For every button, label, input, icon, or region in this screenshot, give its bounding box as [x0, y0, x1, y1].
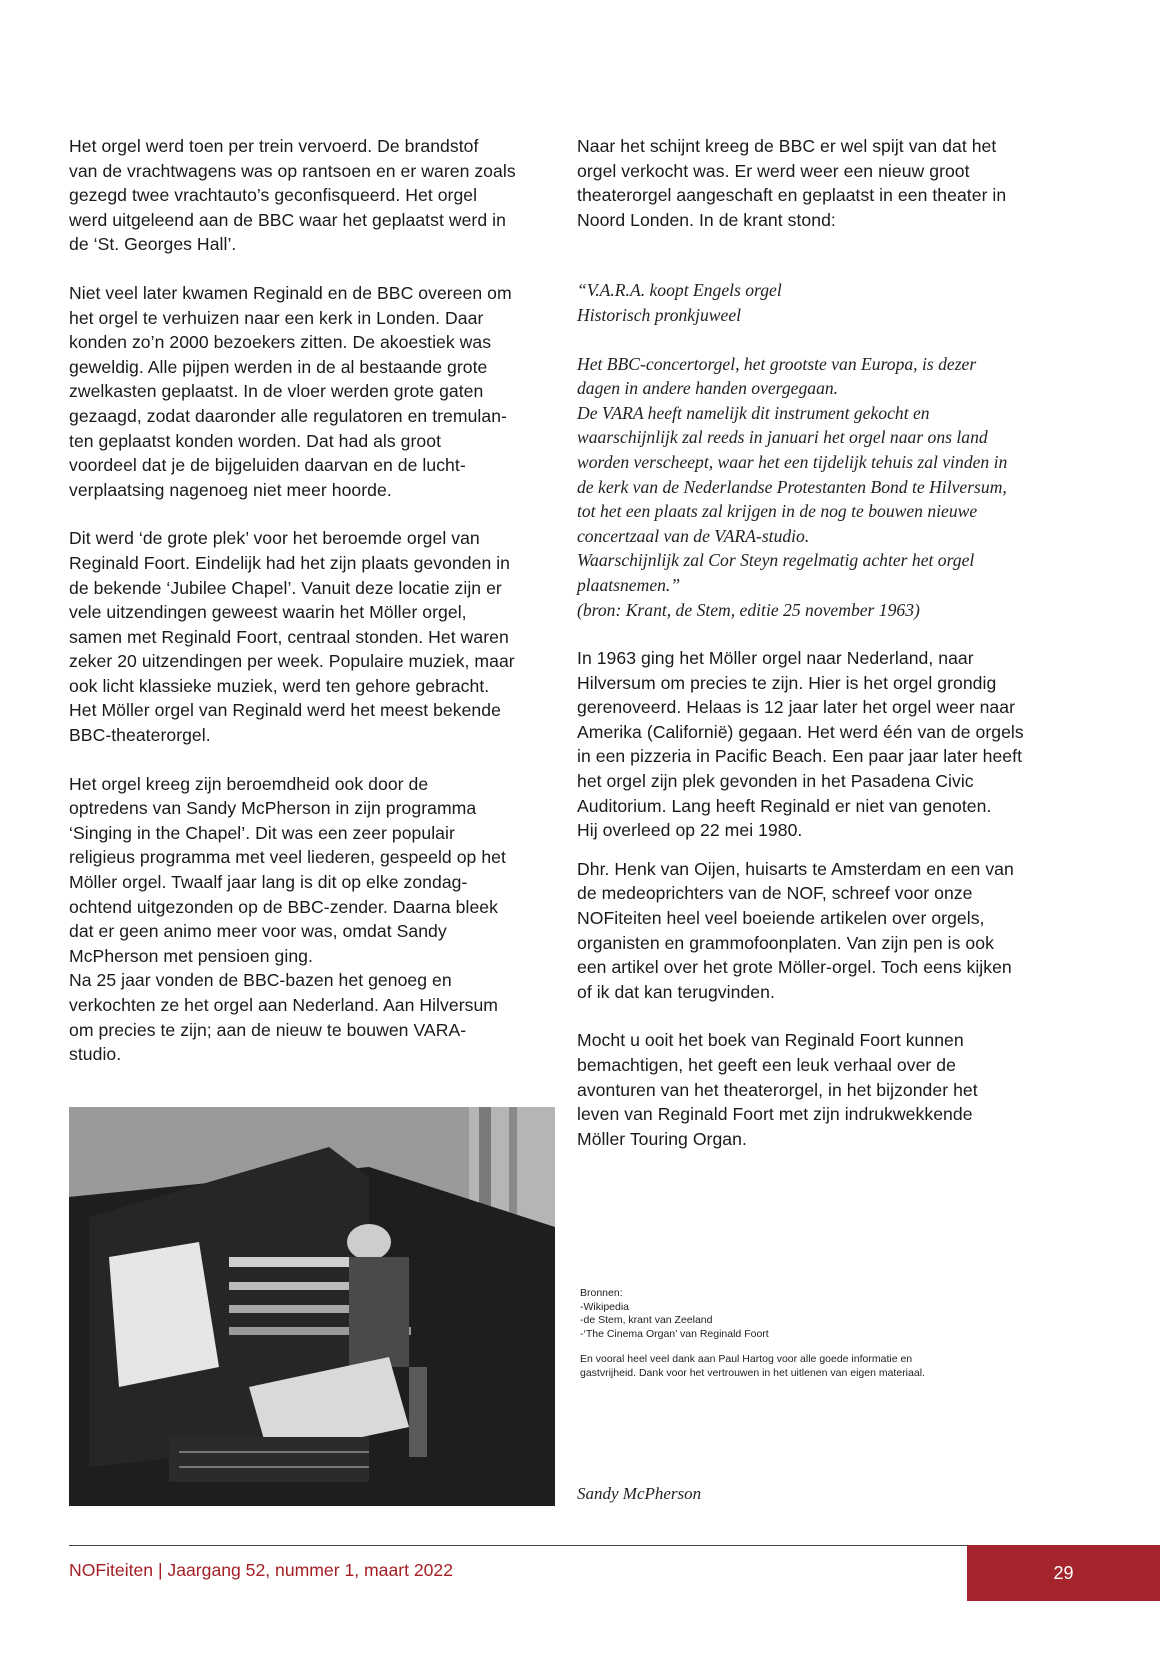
paragraph: Het orgel kreeg zijn beroemdheid ook door de optredens van Sandy McPherson in zijn programma ‘Singing in the Chapel’. Dit was een zeer populair religieus programma met veel liederen, gespeeld op het Möller orgel. Twaalf jaar lang is dit op elke zondag- ochtend uitgezonden op de BBC-zender. Daarna bleek dat er geen animo meer voor was, omdat Sandy McPherson met pensioen ging. Na 25 jaar vonden de BBC-bazen het genoeg en verkochten ze het orgel aan Nederland. Aan Hilversum om precies te zijn; aan de nieuw te bouwen VARA- studio. [69, 773, 506, 1065]
photo-caption: Sandy McPherson [577, 1484, 702, 1503]
paragraph: Mocht u ooit het boek van Reginald Foort kunnen bemachtigen, het geeft een leuk verhaal over de avonturen van het theaterorgel, in het bijzonder het leven van Reginald Foort met zijn indrukwekkende Möller Touring Organ. [577, 1030, 978, 1149]
paragraph: Dhr. Henk van Oijen, huisarts te Amsterdam en een van de medeoprichters van de NOF, schreef voor onze NOFiteiten heel veel boeiende artikelen over orgels, organisten en grammofoonplaten. Van zijn pen is ook een artikel over het grote Möller-orgel. Toch eens kijken of ik dat kan terugvinden. [577, 858, 1014, 1002]
sources-block [580, 1287, 1000, 1380]
sources-heading: Bronnen: [580, 1287, 623, 1299]
source-item: -Wikipedia [580, 1300, 630, 1313]
organ-photo [69, 1107, 555, 1506]
paragraph: Naar het schijnt kreeg de BBC er wel spijt van dat het orgel verkocht was. Er werd weer een nieuw groot theaterorgel aangeschaft en geplaatst in een theater in Noord Londen. In de krant stond: [577, 136, 1007, 230]
quote-heading: “V.A.R.A. koopt Engels orgel Historisch pronkjuweel [577, 280, 782, 325]
source-item: -‘The Cinema Organ’ van Reginald Foort [580, 1327, 769, 1340]
paragraph: Het orgel werd toen per trein vervoerd. De brandstof van de vrachtwagens was op rantsoen en er waren zoals gezegd twee vrachtauto’s geconfisqueerd. Het orgel werd uitgeleend aan de BBC waar het geplaatst werd in de ‘St. Georges Hall’. [69, 136, 516, 255]
page-number: 29 [967, 1545, 1160, 1601]
quote-body: Het BBC-concertorgel, het grootste van Europa, is dezer dagen in andere handen overgegaan. De VARA heeft namelijk dit instrument gekocht en waarschijnlijk zal reeds in januari het orgel naar ons land worden verscheept, waar het een tijdelijk tehuis zal vinden in de kerk van de Nederlandse Protestanten Bond te Hilversum, tot het een plaats zal krijgen in de nog te bouwen nieuwe concertzaal van de VARA-studio. Waarschijnlijk zal Cor Steyn regelmatig achter het orgel plaatsnemen.” (bron: Krant, de Stem, editie 25 november 1963) [577, 353, 1008, 620]
paragraph: In 1963 ging het Möller orgel naar Nederland, naar Hilversum om precies te zijn. Hier is het orgel grondig gerenoveerd. Helaas is 12 jaar later het orgel weer naar Amerika (Californië) gegaan. Het werd één van de orgels in een pizzeria in Pacific Beach. Een paar jaar later heeft het orgel zijn plek gevonden in het Pasadena Civic Auditorium. Lang heeft Reginald er niet van genoten. Hij overleed op 22 mei 1980. [577, 648, 1024, 841]
source-item: -de Stem, krant van Zeeland [580, 1314, 713, 1326]
paragraph: Dit werd ‘de grote plek’ voor het beroemde orgel van Reginald Foort. Eindelijk had het zijn plaats gevonden in de bekende ‘Jubilee Chapel’. Vanuit deze locatie zijn er vele uitzendingen geweest waarin het Möller orgel, samen met Reginald Foort, centraal stonden. Het waren zeker 20 uitzendingen per week. Populaire muziek, maar ook licht klassieke muziek, werd ten gehore gebracht. Het Möller orgel van Reginald werd het meest bekende BBC-theaterorgel. [69, 528, 515, 746]
thanks-note: En vooral heel veel dank aan Paul Hartog voor alle goede informatie en gastvrijheid. Dank voor het vertrouwen in het uitlenen van eigen materiaal. [580, 1353, 925, 1379]
right-column [577, 134, 1067, 1151]
footer-publication: NOFiteiten | Jaargang 52, nummer 1, maart 2022 [69, 1560, 454, 1580]
left-column [69, 134, 552, 1067]
paragraph: Niet veel later kwamen Reginald en de BBC overeen om het orgel te verhuizen naar een kerk in Londen. Daar konden zo’n 2000 bezoekers zitten. De akoestiek was geweldig. Alle pijpen werden in de al bestaande grote zwelkasten geplaatst. In de vloer werden grote gaten gezaagd, zodat daaronder alle regulatoren en tremulan- ten geplaatst konden worden. Dat had als groot voordeel dat je de bijgeluiden daarvan en de lucht- verplaatsing nagenoeg niet meer hoorde. [69, 282, 512, 500]
organ-photo-illustration [69, 1107, 555, 1506]
